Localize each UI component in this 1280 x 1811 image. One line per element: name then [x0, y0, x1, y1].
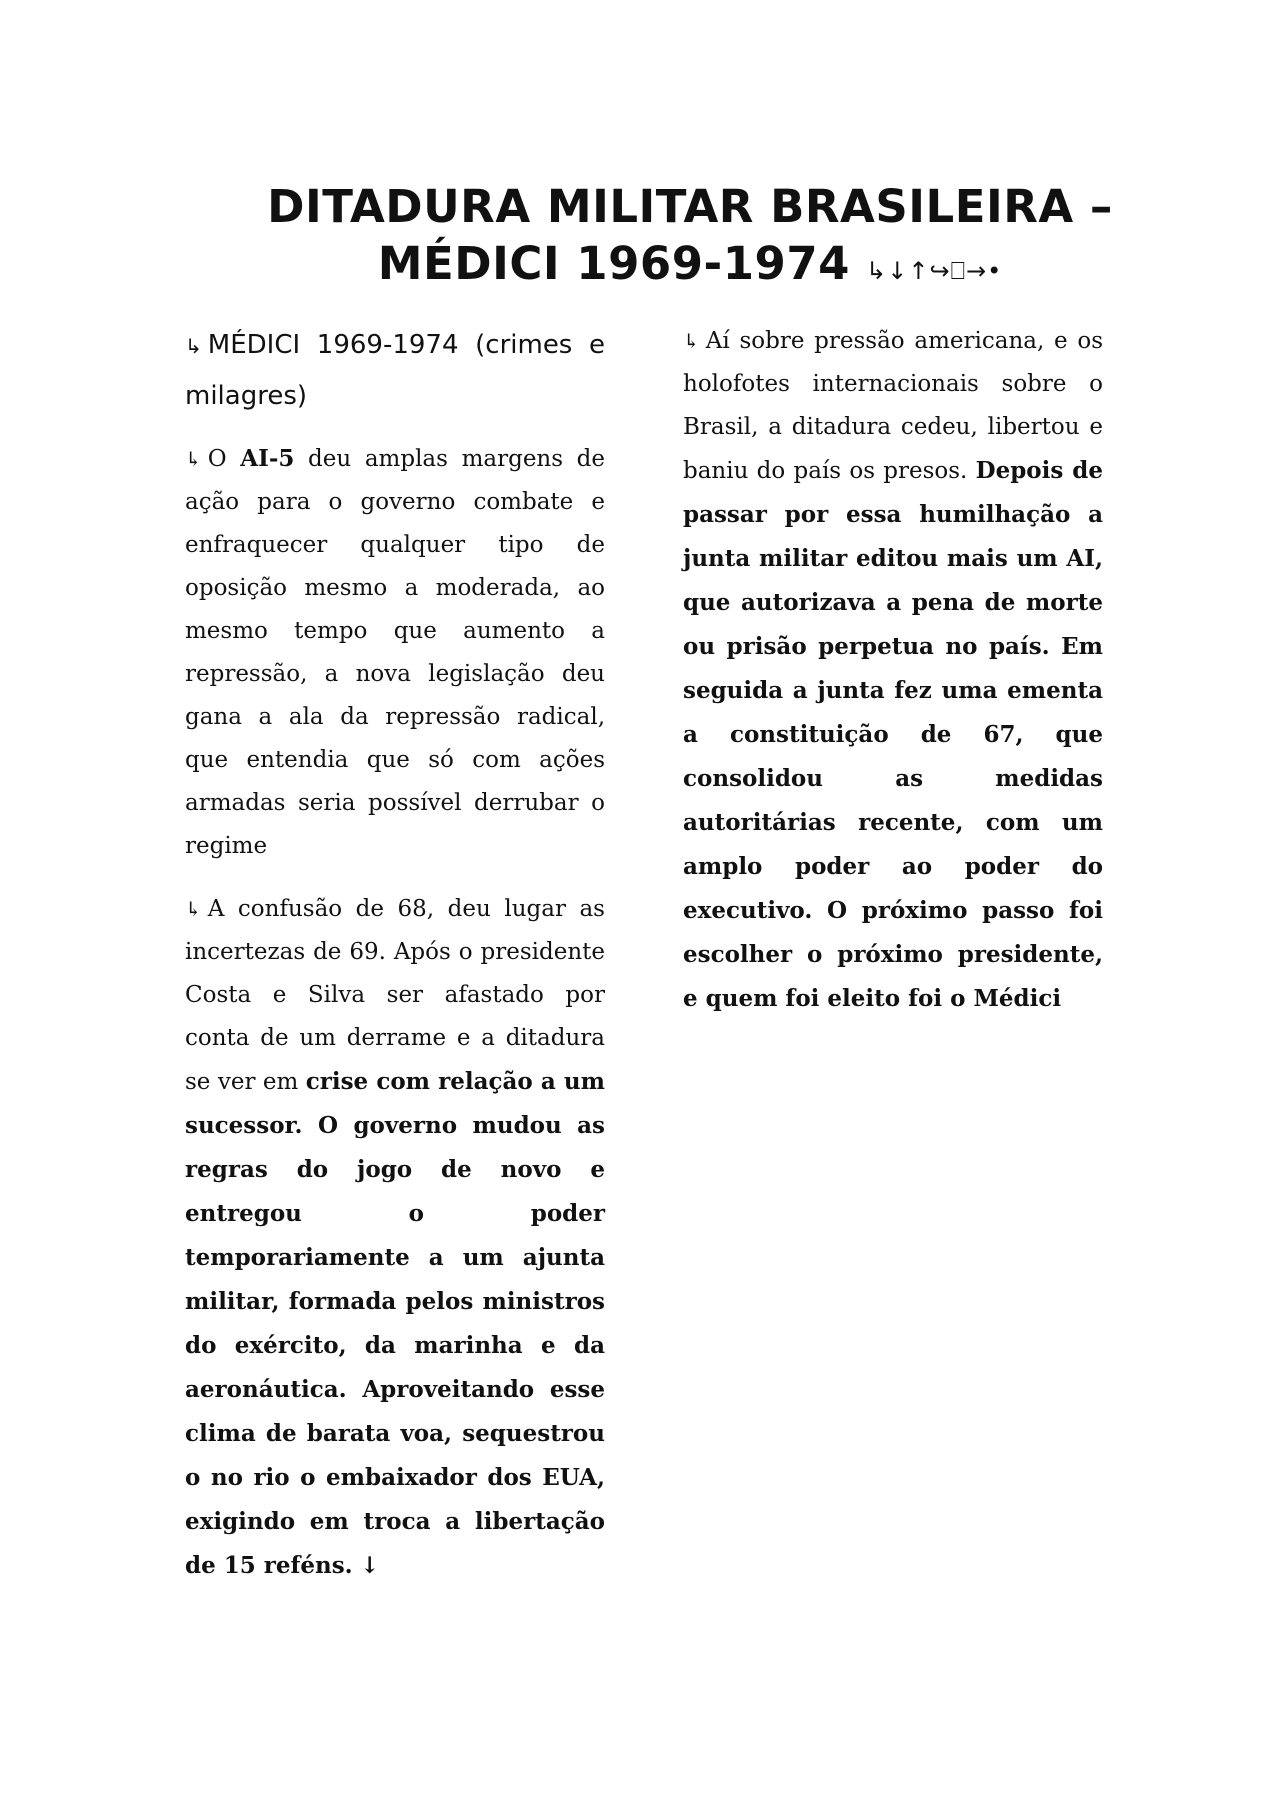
bullet-arrow-icon: ↳ — [683, 329, 700, 353]
bullet-arrow-icon: ↳ — [185, 897, 202, 921]
paragraph-pressao-normal: Aí sobre pressão americana, e os holofotes internacionais sobre o Brasil, a ditadura cedeu, libertou e baniu do país os presos. — [683, 328, 1103, 484]
paragraph-ai5-pre: O — [207, 446, 241, 472]
paragraph-confusao-68 — [185, 888, 605, 1588]
paragraph-confusao-normal: A confusão de 68, deu lugar as incertezas de 69. Após o presidente Costa e Silva ser afastado por conta de um derrame e a ditadura se ver em — [185, 896, 605, 1095]
paragraph-pressao-bold: Depois de passar por essa humilhação a junta militar editou mais um AI, que autorizava a pena de morte ou prisão perpetua no país. Em seguida a junta fez uma ementa a constituição de 67, que consolidou as medidas autoritárias recente, com um amplo poder ao poder do executivo. O próximo passo foi escolher o próximo presidente, e quem foi eleito foi o Médici — [683, 457, 1103, 1012]
bullet-arrow-icon: ↳ — [185, 334, 202, 358]
title-line-1: DITADURA MILITAR BRASILEIRA – — [267, 180, 1113, 234]
right-column — [683, 320, 1103, 1041]
paragraph-pressao-americana — [683, 320, 1103, 1021]
title-line-2-text: MÉDICI 1969-1974 — [377, 237, 850, 291]
down-arrow-icon: ↓ — [360, 1552, 380, 1579]
subhead-text: MÉDICI 1969-1974 (crimes e milagres) — [185, 330, 605, 411]
document-title — [150, 178, 1230, 300]
title-line-2 — [150, 235, 1230, 300]
left-column — [185, 320, 605, 1608]
paragraph-ai5-bold: AI-5 — [240, 445, 295, 472]
paragraph-confusao-bold: crise com relação a um sucessor. O governo mudou as regras do jogo de novo e entregou o poder temporariamente a um ajunta militar, formada pelos ministros do exército, da marinha e da aeronáutica. Aproveitando esse clima de barata voa, sequestrou o no rio o embaixador dos EUA, exigindo em troca a libertação de 15 reféns. — [185, 1068, 605, 1579]
title-arrow-glyphs-icon: ↳↓↑↪⎕→• — [866, 257, 1003, 286]
paragraph-ai5-post: deu amplas margens de ação para o governo combate e enfraquecer qualquer tipo de oposição mesmo a moderada, ao mesmo tempo que aumento a repressão, a nova legislação deu gana a ala da repressão radical, que entendia que só com ações armadas seria possível derrubar o regime — [185, 446, 606, 859]
bullet-arrow-icon: ↳ — [185, 447, 202, 471]
paragraph-ai5 — [185, 437, 605, 868]
section-subhead — [185, 320, 605, 421]
